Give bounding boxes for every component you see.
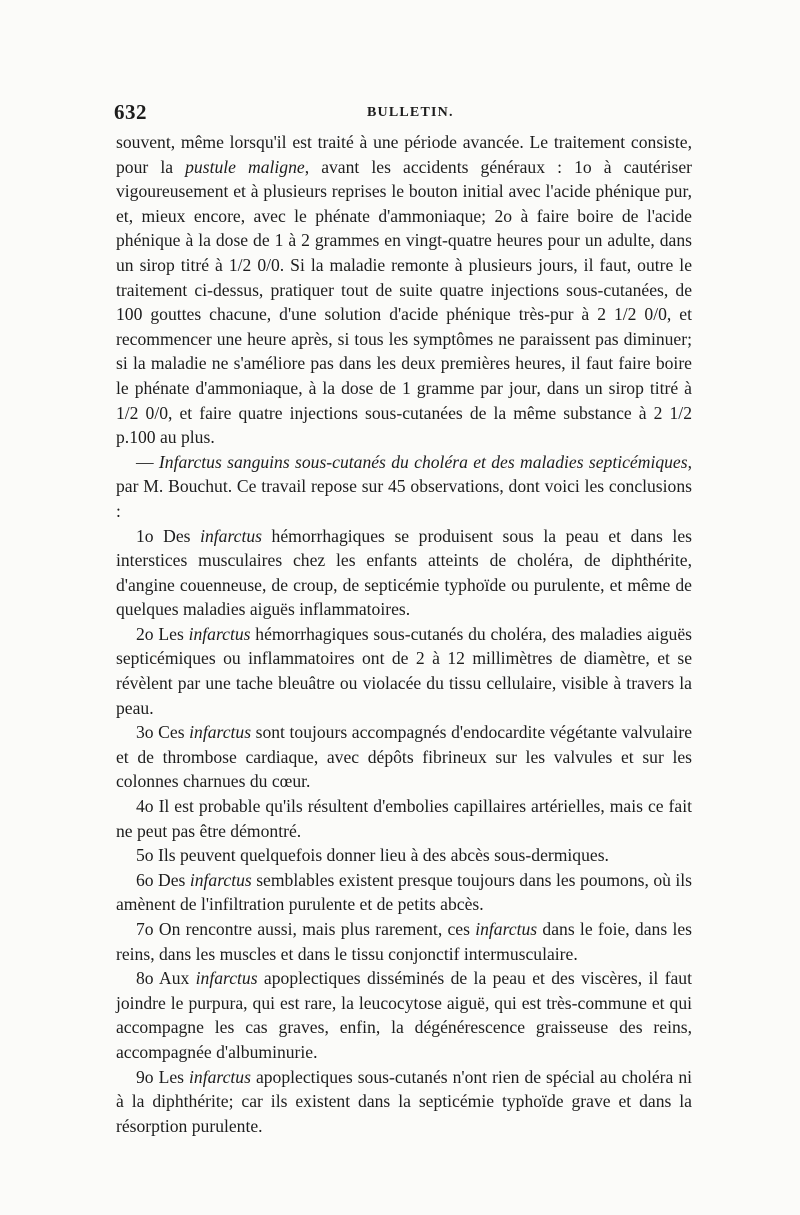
text-run: hémorrhagiques sous-cutanés du choléra, des maladies aiguës septicémiques ou inflammatoires ont de 2 à 12 millimètres de diamètre, et se révèlent par une tache bleuâtre ou violacée du tissu cellulaire, visible à travers la peau. [116,623,692,718]
conclusion-7 [116,917,692,966]
text-run-italic: infarctus [188,623,251,644]
conclusion-1 [116,524,692,622]
text-run: , avant les accidents généraux : 1o à cautériser vigoureusement et à plusieurs reprises le bouton initial avec l'acide phénique pur, et, mieux encore, avec le phénate d'ammoniaque; 2o à faire boire de l'acide phénique à la dose de 1 à 2 grammes en vingt-quatre heures pour un adulte, dans un sirop titré à 1/2 0/0. Si la maladie remonte à plusieurs jours, il faut, outre le traitement ci-dessus, pratiquer tout de suite quatre injections sous-cutanées, de 100 gouttes chacune, d'une solution d'acide phénique très-pur à 2 1/2 0/0, et recommencer une heure après, si tous les symptômes ne paraissent pas diminuer; si la maladie ne s'améliore pas dans les deux premières heures, il faut faire boire le phénate d'ammoniaque, à la dose de 1 gramme par jour, dans un sirop titré à 1/2 0/0, et faire quatre injections sous-cutanées de la même substance à 2 1/2 p.100 au plus. [116,156,693,448]
page-header [114,100,694,126]
text-run: — [136,451,159,472]
text-run: dans le foie, dans les reins, dans les muscles et dans le tissu conjonctif intermusculaire. [116,919,692,964]
text-run: 8o Aux [136,968,196,989]
text-run-italic: infarctus [195,968,258,989]
text-run: 2o Les [136,623,189,644]
text-run: , par M. Bouchut. Ce travail repose sur 45 observations, dont voici les conclusions : [116,451,692,521]
conclusion-5 [116,843,692,868]
text-run-italic: infarctus [189,869,252,890]
text-run: 4o Il est probable qu'ils résultent d'embolies capillaires artérielles, mais ce fait ne peut pas être démontré. [116,796,692,841]
conclusion-9 [116,1065,692,1139]
text-run: 3o Ces [136,722,190,743]
running-head: BULLETIN. [367,105,454,120]
page-number: 632 [114,100,147,124]
text-run-italic: infarctus [189,722,252,743]
conclusion-2 [116,622,692,720]
conclusion-3 [116,720,692,794]
conclusion-8 [116,966,692,1064]
text-run: 9o Les [136,1066,190,1087]
text-run: 5o Ils peuvent quelquefois donner lieu à des abcès sous-dermiques. [136,845,609,866]
text-run-italic: infarctus [200,525,262,546]
text-run: apoplectiques sous-cutanés n'ont rien de spécial au choléra ni à la diphthérite; car ils existent dans la septicémie typhoïde grave et dans la résorption purulente. [116,1066,693,1136]
conclusion-4 [116,794,692,843]
conclusion-6 [116,868,692,917]
text-run: 7o On rencontre aussi, mais plus rarement, ces [136,919,476,939]
text-run: 6o Des [136,869,190,890]
text-run-italic: pustule maligne [185,156,305,177]
text-run: apoplectiques disséminés de la peau et des viscères, il faut joindre le purpura, qui est rare, la leucocytose aiguë, qui est très-commune et qui accompagne les cas graves, enfin, la dégénérescence graisseuse des reins, accompagnée d'albuminurie. [116,968,692,1062]
text-run-italic: Infarctus sanguins sous-cutanés du choléra et des maladies septicémiques [158,451,688,472]
text-run-italic: infarctus [475,919,538,939]
text-run: 1o Des [136,525,201,546]
paragraph-intro [116,450,692,524]
text-run: semblables existent presque toujours dans les poumons, où ils amènent de l'infiltration purulente et de petits abcès. [116,869,692,915]
text-run: sont toujours accompagnés d'endocardite végétante valvulaire et de thrombose cardiaque, avec dépôts fibrineux sur les valvules et sur les colonnes charnues du cœur. [116,722,693,792]
body-text [116,130,692,1138]
text-run-italic: infarctus [189,1066,251,1087]
paragraph-treatment [116,130,692,450]
text-run: hémorrhagiques se produisent sous la peau et dans les interstices musculaires chez les enfants atteints de choléra, de diphthérite, d'angine couenneuse, de croup, de septicémie typhoïde ou purulente, et même de quelques maladies aiguës inflammatoires. [116,525,692,620]
text-run: souvent, même lorsqu'il est traité à une période avancée. Le traitement consiste, pour la [116,132,692,177]
